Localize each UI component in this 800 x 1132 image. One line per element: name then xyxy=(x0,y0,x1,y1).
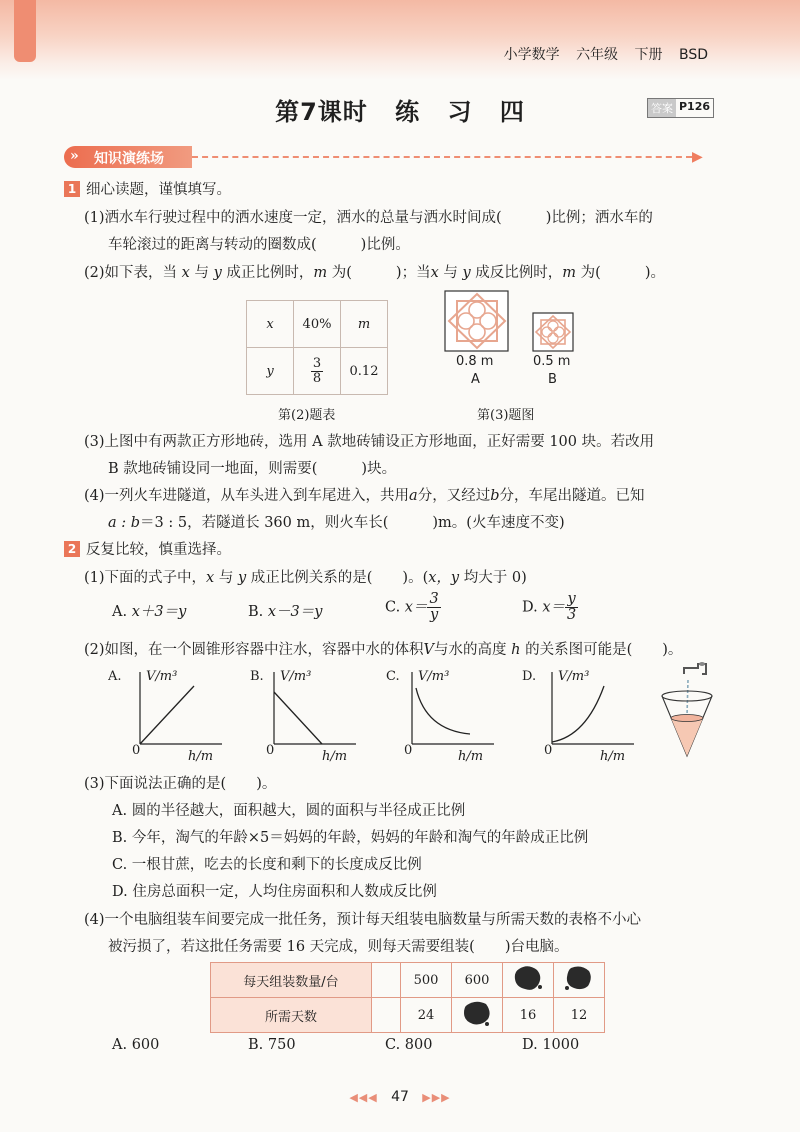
book-info xyxy=(492,44,708,64)
q2-part3-option-c[interactable]: C. 一根甘蔗，吃去的长度和剩下的长度成反比例 xyxy=(112,857,422,873)
section-header xyxy=(64,146,704,168)
tile-b-label: B xyxy=(548,372,557,387)
answer-page-tag[interactable]: 答案 P126 xyxy=(647,98,714,118)
q2-part1: (1)下面的式子中，x 与 y 成正比例关系的是( )。(x，y 均大于 0) xyxy=(84,570,527,586)
graphs-group xyxy=(108,664,668,768)
volume: 下册 xyxy=(634,47,663,63)
q2-part4-line2: 被污损了，若这批任务需要 16 天完成，则每天需要组装( )台电脑。 xyxy=(108,939,569,955)
q1-part1-line1: (1)洒水车行驶过程中的洒水速度一定，洒水的总量与洒水时间成( )比例；洒水车的 xyxy=(84,210,653,226)
page-number: 47 xyxy=(391,1089,409,1105)
arrow-right-icon: ▶ xyxy=(692,149,703,165)
q2-part4-option-a[interactable]: A. 600 xyxy=(112,1037,160,1053)
q1-heading: 1 细心读题，谨慎填写。 xyxy=(64,178,231,199)
grade: 六年级 xyxy=(576,47,619,63)
q2-part4-line1: (4)一个电脑组装车间要完成一批任务，预计每天组装电脑数量与所需天数的表格不小心 xyxy=(84,912,642,928)
tile-a-label: A xyxy=(471,372,480,387)
cone-container-icon xyxy=(654,660,716,764)
q2-part4-option-c[interactable]: C. 800 xyxy=(385,1037,433,1053)
q1-part4-line1: (4)一列火车进隧道，从车头进入到车尾进入，共用a分，又经过b分，车尾出隧道。已知 xyxy=(84,488,645,504)
q1-part3-line1: (3)上图中有两款正方形地砖，选用 A 款地砖铺设正方形地面，正好需要 100 块。若改用 xyxy=(84,434,655,450)
page-title: 第7课时 练 习 四 xyxy=(275,98,525,126)
graph-c-label: C. xyxy=(386,669,400,684)
graph-c-xlabel: h/m xyxy=(458,749,484,764)
graph-d-xlabel: h/m xyxy=(600,749,626,764)
q2-part1-option-a[interactable]: A. x＋3＝y xyxy=(112,604,187,620)
q2-part4-option-b[interactable]: B. 750 xyxy=(248,1037,296,1053)
graph-d-origin: 0 xyxy=(544,743,553,758)
triangle-right-icon: ▶▶▶ xyxy=(422,1091,451,1104)
q2-part1-option-c[interactable]: C. x＝ $\frac{3}{y}$ xyxy=(385,591,439,624)
graph-b-xlabel: h/m xyxy=(322,749,348,764)
q2-part3-option-b[interactable]: B. 今年，淘气的年龄×5＝妈妈的年龄，妈妈的年龄和淘气的年龄成正比例 xyxy=(112,830,589,846)
graph-b-origin: 0 xyxy=(266,743,275,758)
edition: BSD xyxy=(678,47,708,63)
q2-part4-option-d[interactable]: D. 1000 xyxy=(522,1037,580,1053)
q1-part1-line2: 车轮滚过的距离与转动的圈数成( )比例。 xyxy=(108,237,410,253)
computer-assembly-table: 每天组装数量/台 500 600 所需天数 24 16 12 xyxy=(210,962,605,1033)
header-band xyxy=(0,0,800,80)
arrows-icon: » xyxy=(70,148,79,164)
tile-a-icon xyxy=(444,290,510,352)
table-caption: 第(2)题表 xyxy=(278,408,336,423)
graph-b-label: B. xyxy=(250,669,264,684)
tile-b-icon xyxy=(532,312,574,352)
q1-part4-line2: a : b＝3 : 5，若隧道长 360 m，则火车长( )m。(火车速度不变) xyxy=(108,515,565,531)
section-label: 知识演练场 xyxy=(94,151,164,167)
figure-caption: 第(3)题图 xyxy=(477,408,535,423)
graph-a-label: A. xyxy=(108,669,122,684)
page-footer xyxy=(0,1089,800,1105)
graph-a-ylabel: V/m³ xyxy=(146,669,178,684)
q2-part3-option-d[interactable]: D. 住房总面积一定，人均住房面积和人数成反比例 xyxy=(112,884,437,900)
q1-part2: (2)如下表，当 x 与 y 成正比例时，m 为( )；当x 与 y 成反比例时，m 为( )。 xyxy=(84,265,665,281)
q2-part3-option-a[interactable]: A. 圆的半径越大，面积越大，圆的面积与半径成正比例 xyxy=(112,803,466,819)
xy-table: x 40% m y $\frac{3}{8}$ 0.12 xyxy=(246,300,388,395)
ink-blot-icon xyxy=(452,998,503,1033)
q2-part1-option-b[interactable]: B. x－3＝y xyxy=(248,604,323,620)
tile-a-size: 0.8 m xyxy=(456,354,494,369)
q2-part2: (2)如图，在一个圆锥形容器中注水，容器中水的体积V与水的高度 h 的关系图可能是( )。 xyxy=(84,642,683,658)
graph-d-ylabel: V/m³ xyxy=(558,669,590,684)
graph-a-origin: 0 xyxy=(132,743,141,758)
triangle-left-icon: ◀◀◀ xyxy=(349,1091,378,1104)
tile-b-size: 0.5 m xyxy=(533,354,571,369)
graph-c-origin: 0 xyxy=(404,743,413,758)
graph-a-xlabel: h/m xyxy=(188,749,214,764)
q2-heading: 2 反复比较，慎重选择。 xyxy=(64,538,231,559)
ink-blot-icon xyxy=(554,963,605,998)
q2-part3: (3)下面说法正确的是( )。 xyxy=(84,776,277,792)
subject: 小学数学 xyxy=(503,47,560,63)
graph-c-ylabel: V/m³ xyxy=(418,669,450,684)
ink-blot-icon xyxy=(503,963,554,998)
graph-b-ylabel: V/m³ xyxy=(280,669,312,684)
header-tab xyxy=(14,0,36,62)
q1-part3-line2: B 款地砖铺设同一地面，则需要( )块。 xyxy=(108,461,397,477)
q2-part1-option-d[interactable]: D. x＝ $\frac{y}{3}$ xyxy=(522,591,577,624)
graph-d-label: D. xyxy=(522,669,537,684)
